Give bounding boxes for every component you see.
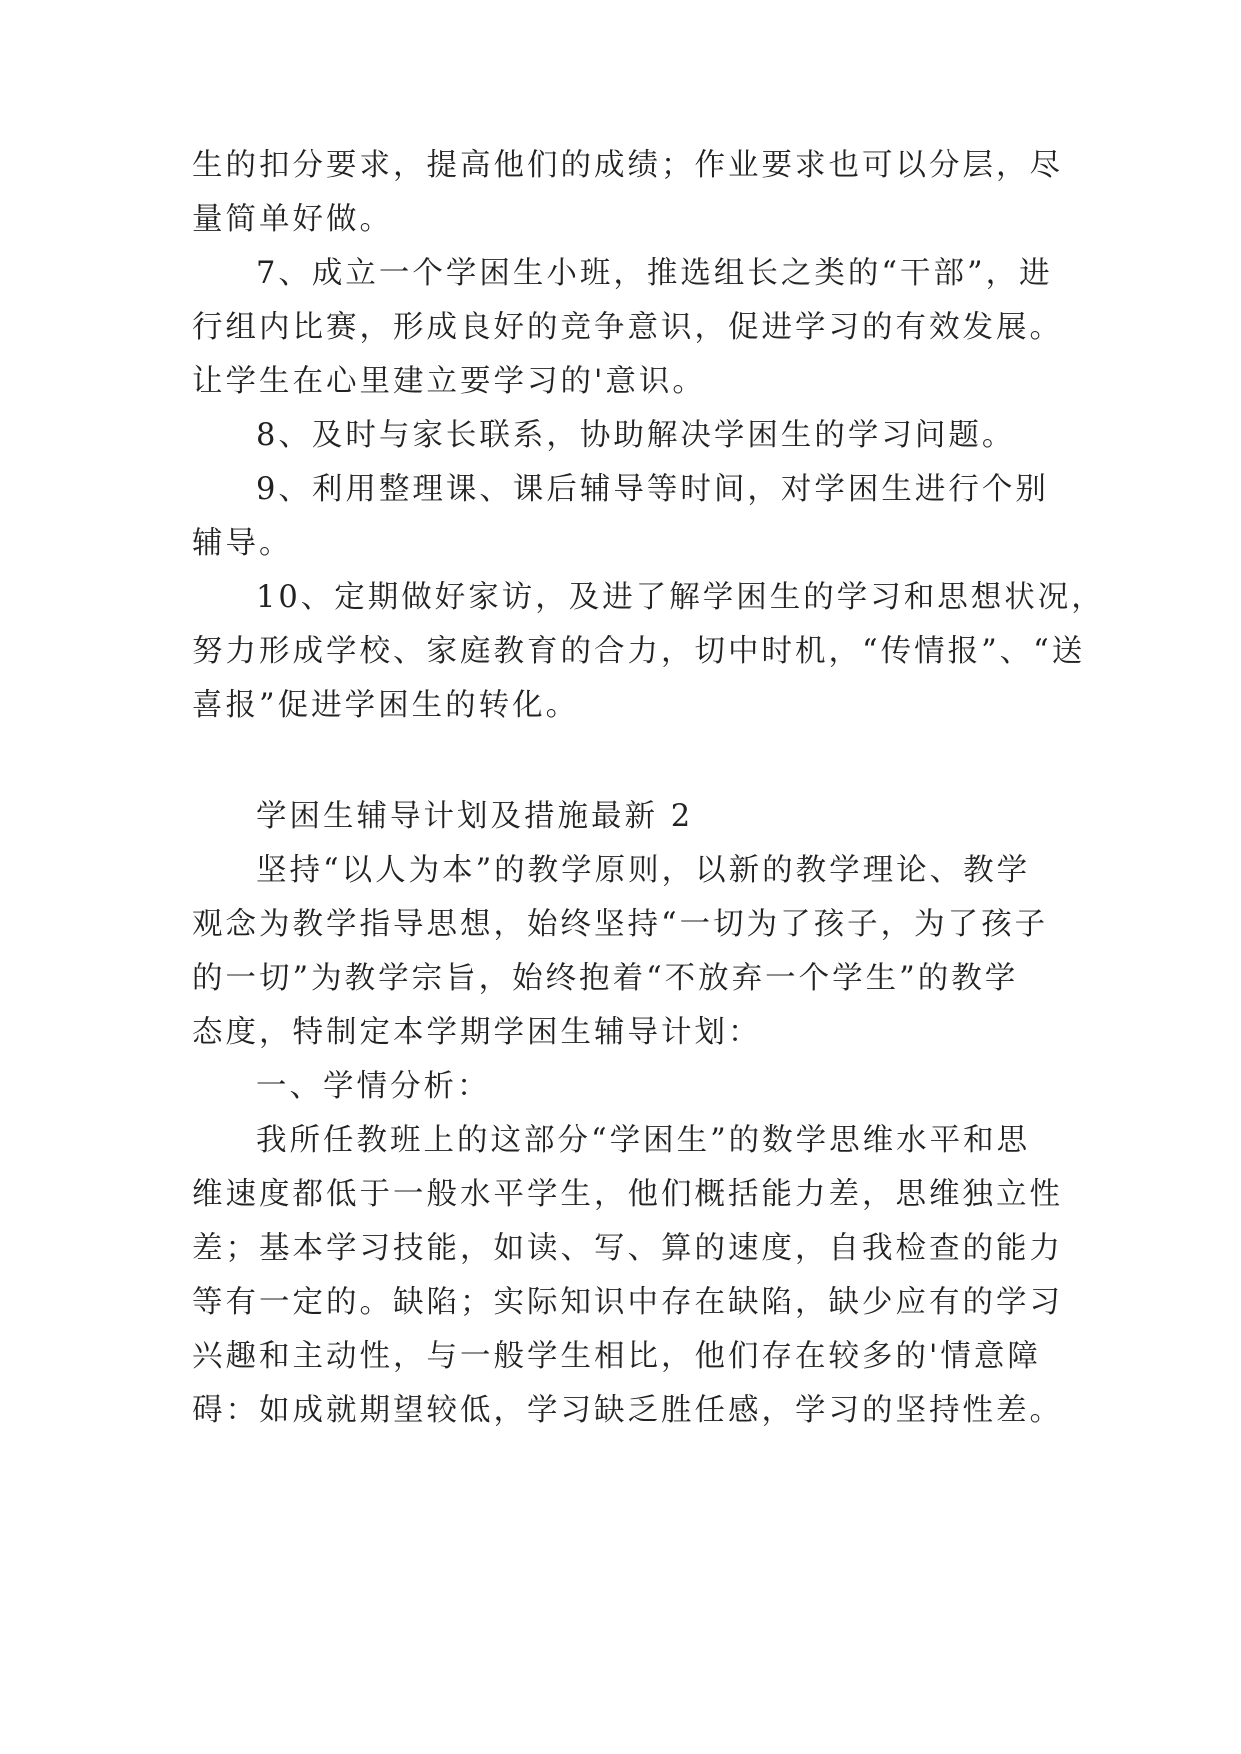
text-line: 辅导。	[192, 526, 293, 561]
text-line: 生的扣分要求，提高他们的成绩；作业要求也可以分层，尽	[192, 148, 1063, 183]
text-line: 坚持“以人为本”的教学原则，以新的教学理论、教学	[256, 853, 1031, 888]
text-line: 态度，特制定本学期学困生辅导计划：	[192, 1015, 762, 1050]
text-line: 努力形成学校、家庭教育的合力，切中时机，“传情报”、“送	[192, 634, 1086, 669]
text-line: 的一切”为教学宗旨，始终抱着“不放弃一个学生”的教学	[192, 961, 1019, 996]
text-line: 10、定期做好家访，及进了解学困生的学习和思想状况，	[256, 580, 1105, 615]
text-line: 量简单好做。	[192, 202, 393, 237]
text-line: 9、利用整理课、课后辅导等时间，对学困生进行个别	[256, 472, 1049, 507]
subsection-heading: 一、学情分析：	[256, 1069, 491, 1104]
text-line: 喜报”促进学困生的转化。	[192, 688, 580, 723]
text-line: 行组内比赛，形成良好的竞争意识，促进学习的有效发展。	[192, 310, 1063, 345]
text-line: 7、成立一个学困生小班，推选组长之类的“干部”，进	[256, 256, 1053, 291]
text-line: 观念为教学指导思想，始终坚持“一切为了孩子，为了孩子	[192, 907, 1049, 942]
text-line: 兴趣和主动性，与一般学生相比，他们存在较多的'情意障	[192, 1339, 1041, 1374]
text-line: 差；基本学习技能，如读、写、算的速度，自我检查的能力	[192, 1231, 1063, 1266]
text-line: 等有一定的。缺陷；实际知识中存在缺陷，缺少应有的学习	[192, 1285, 1063, 1320]
text-line: 8、及时与家长联系，协助解决学困生的学习问题。	[256, 418, 1016, 453]
section-heading: 学困生辅导计划及措施最新 2	[256, 799, 694, 834]
text-line: 碍：如成就期望较低，学习缺乏胜任感，学习的坚持性差。	[192, 1393, 1063, 1428]
text-line: 我所任教班上的这部分“学困生”的数学思维水平和思	[256, 1123, 1031, 1158]
text-line: 让学生在心里建立要学习的'意识。	[192, 364, 706, 399]
text-line: 维速度都低于一般水平学生，他们概括能力差，思维独立性	[192, 1177, 1063, 1212]
